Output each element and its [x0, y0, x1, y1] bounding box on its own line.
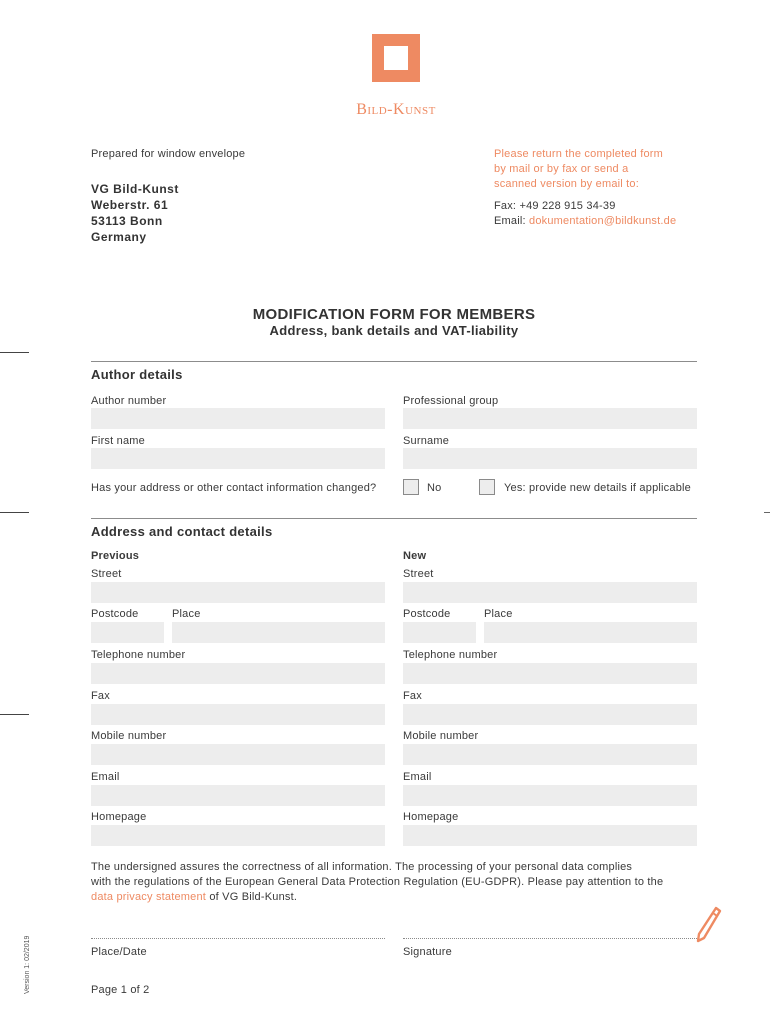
section-divider	[91, 361, 697, 362]
address-changed-question: Has your address or other contact information changed?	[91, 482, 377, 494]
new-homepage-input[interactable]	[403, 825, 697, 846]
new-email-input[interactable]	[403, 785, 697, 806]
new-mobile-label: Mobile number	[403, 730, 479, 742]
signature-label: Signature	[403, 946, 452, 958]
prev-mobile-label: Mobile number	[91, 730, 167, 742]
place-date-line[interactable]	[91, 938, 385, 939]
envelope-note: Prepared for window envelope	[91, 148, 246, 160]
new-postcode-label: Postcode	[403, 608, 451, 620]
new-place-input[interactable]	[484, 622, 697, 643]
new-street-input[interactable]	[403, 582, 697, 603]
new-column-heading: New	[403, 550, 427, 562]
surname-input[interactable]	[403, 448, 697, 469]
logo-square-inner	[384, 46, 408, 70]
address-line: Weberstr. 61	[91, 198, 169, 212]
new-place-label: Place	[484, 608, 513, 620]
return-line: scanned version by email to:	[494, 178, 640, 190]
return-line: by mail or by fax or send a	[494, 163, 629, 175]
professional-group-input[interactable]	[403, 408, 697, 429]
address-line: Germany	[91, 230, 147, 244]
new-street-label: Street	[403, 568, 434, 580]
page-subtitle: Address, bank details and VAT-liability	[269, 323, 519, 338]
option-yes-label: Yes: provide new details if applicable	[504, 482, 691, 494]
author-number-label: Author number	[91, 395, 167, 407]
address-line: 53113 Bonn	[91, 214, 163, 228]
prev-fax-input[interactable]	[91, 704, 385, 725]
prev-street-input[interactable]	[91, 582, 385, 603]
fold-mark	[0, 714, 29, 715]
prev-place-label: Place	[172, 608, 201, 620]
new-fax-input[interactable]	[403, 704, 697, 725]
declaration-line: with the regulations of the European General Data Protection Regulation (EU-GDPR). Please pay attention to the	[91, 876, 664, 888]
privacy-statement-link[interactable]: data privacy statement	[91, 891, 207, 903]
checkbox-yes[interactable]	[479, 479, 495, 495]
version-label: Version 1: 02/2019	[24, 935, 31, 994]
new-mobile-input[interactable]	[403, 744, 697, 765]
prev-mobile-input[interactable]	[91, 744, 385, 765]
declaration-line	[91, 890, 701, 905]
email-label: Email:	[494, 215, 530, 227]
place-date-label: Place/Date	[91, 946, 147, 958]
prev-place-input[interactable]	[172, 622, 385, 643]
new-telephone-input[interactable]	[403, 663, 697, 684]
prev-postcode-label: Postcode	[91, 608, 139, 620]
email-line	[494, 215, 676, 227]
prev-telephone-label: Telephone number	[91, 649, 186, 661]
address-line: VG Bild-Kunst	[91, 182, 179, 196]
option-no-label: No	[427, 482, 442, 494]
checkbox-no[interactable]	[403, 479, 419, 495]
declaration-tail: of VG Bild-Kunst.	[206, 891, 298, 903]
fold-mark-right	[764, 512, 770, 513]
prev-fax-label: Fax	[91, 690, 110, 702]
previous-column-heading: Previous	[91, 550, 140, 562]
prev-postcode-input[interactable]	[91, 622, 164, 643]
declaration-line: The undersigned assures the correctness of all information. The processing of your personal data complies	[91, 861, 633, 873]
prev-email-input[interactable]	[91, 785, 385, 806]
prev-telephone-input[interactable]	[91, 663, 385, 684]
new-homepage-label: Homepage	[403, 811, 459, 823]
new-fax-label: Fax	[403, 690, 422, 702]
prev-homepage-input[interactable]	[91, 825, 385, 846]
fold-mark	[0, 352, 29, 353]
section-heading-address: Address and contact details	[91, 524, 273, 539]
return-instructions	[494, 147, 663, 192]
prev-email-label: Email	[91, 771, 120, 783]
email-link[interactable]: dokumentation@bildkunst.de	[529, 215, 677, 227]
first-name-input[interactable]	[91, 448, 385, 469]
recipient-address	[91, 181, 179, 245]
new-email-label: Email	[403, 771, 432, 783]
page-number: Page 1 of 2	[91, 984, 150, 996]
section-heading-author: Author details	[91, 367, 183, 382]
return-line: Please return the completed form	[494, 148, 664, 160]
first-name-label: First name	[91, 435, 145, 447]
author-number-input[interactable]	[91, 408, 385, 429]
fax-number: Fax: +49 228 915 34-39	[494, 200, 616, 212]
declaration-text	[91, 860, 701, 905]
section-divider	[91, 518, 697, 519]
logo	[372, 34, 420, 82]
new-telephone-label: Telephone number	[403, 649, 498, 661]
surname-label: Surname	[403, 435, 450, 447]
new-postcode-input[interactable]	[403, 622, 476, 643]
prev-homepage-label: Homepage	[91, 811, 147, 823]
professional-group-label: Professional group	[403, 395, 499, 407]
signature-line[interactable]	[403, 938, 697, 939]
page-title: MODIFICATION FORM FOR MEMBERS	[252, 306, 536, 323]
logo-wordmark: Bild-Kunst	[356, 101, 436, 118]
prev-street-label: Street	[91, 568, 122, 580]
fold-mark	[0, 512, 29, 513]
